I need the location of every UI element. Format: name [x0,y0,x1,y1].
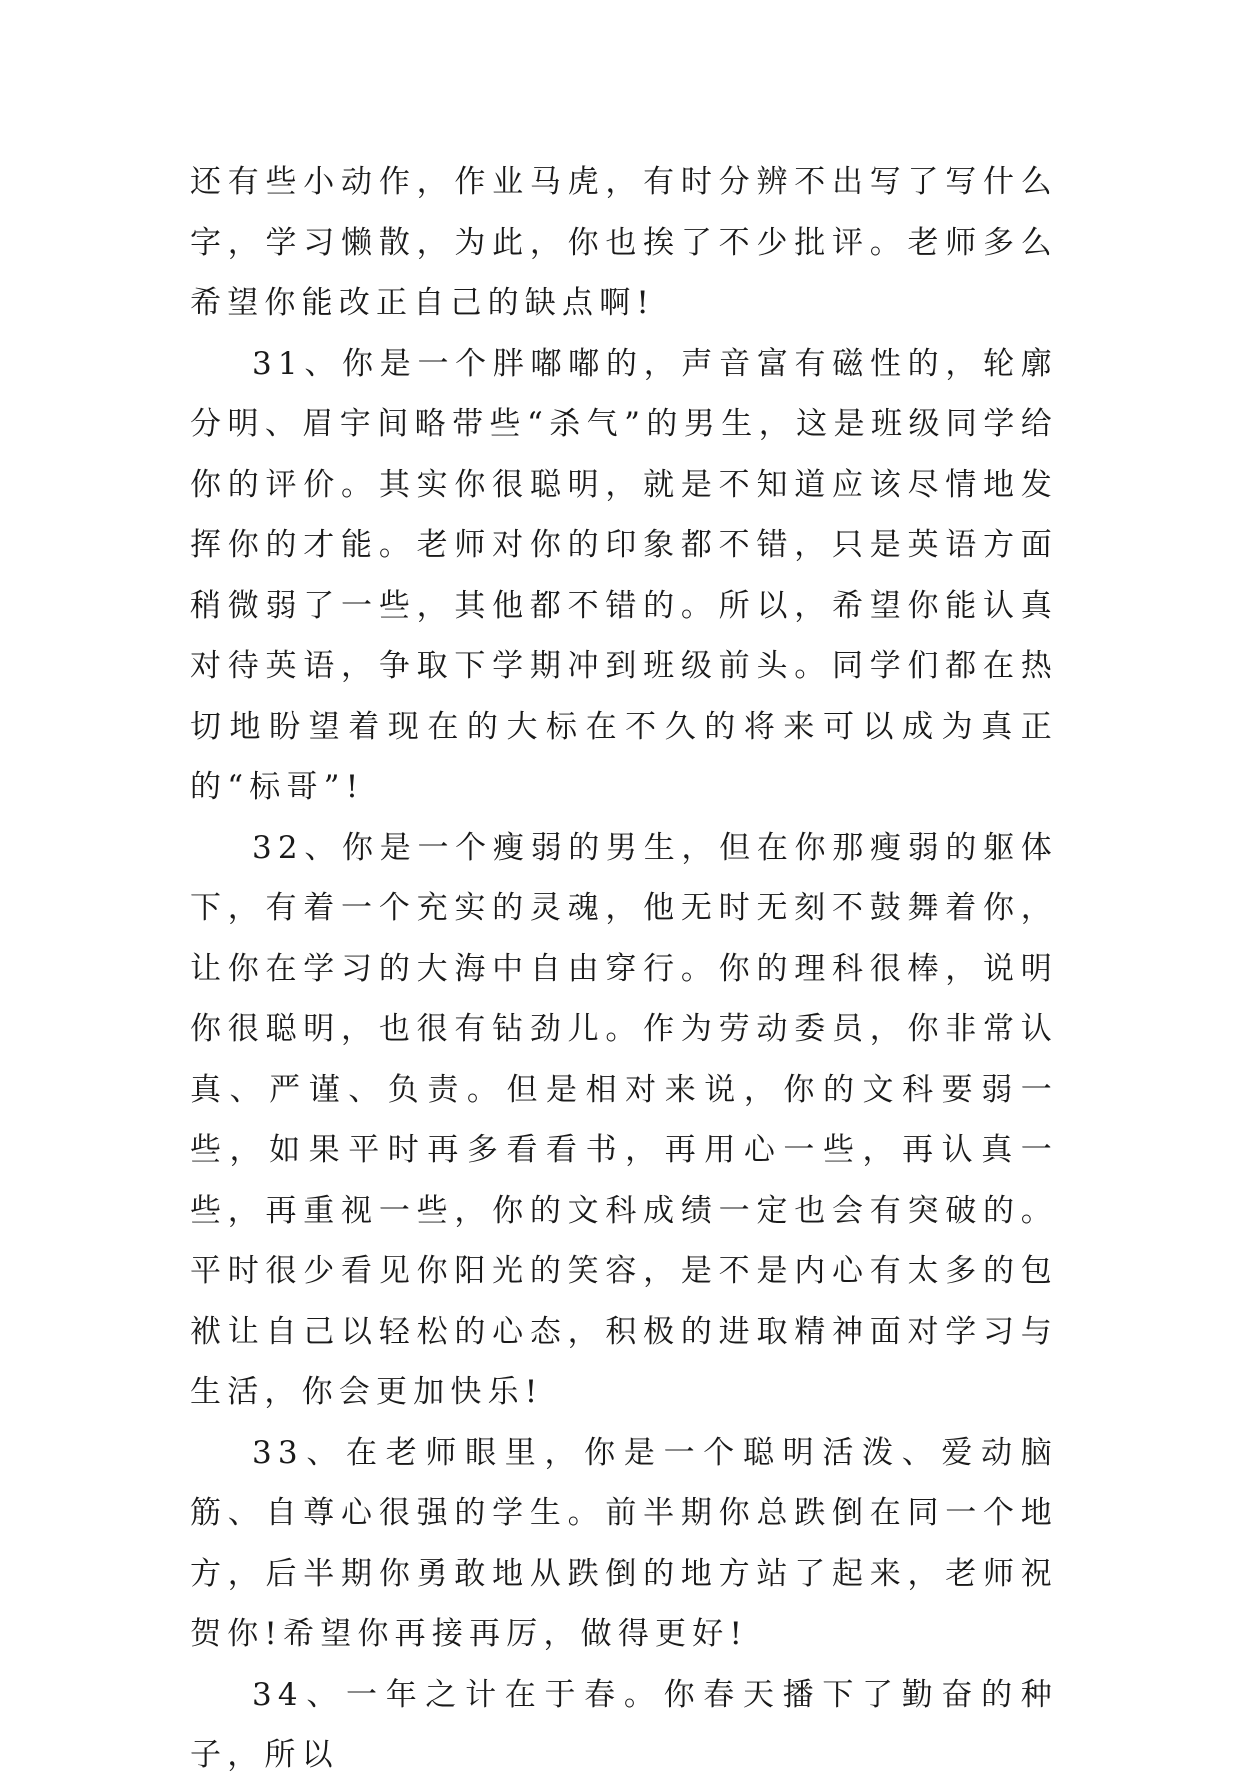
paragraph-comment-33: 33、在老师眼里，你是一个聪明活泼、爱动脑筋、自尊心很强的学生。前半期你总跌倒在同一个地方，后半期你勇敢地从跌倒的地方站了起来，老师祝贺你!希望你再接再厉，做得更好! [190,1434,1058,1652]
paragraph-comment-34: 34、一年之计在于春。你春天播下了勤奋的种子，所以 [190,1676,1058,1773]
paragraph-comment-32: 32、你是一个瘦弱的男生，但在你那瘦弱的躯体下，有着一个充实的灵魂，他无时无刻不鼓舞着你，让你在学习的大海中自由穿行。你的理科很棒，说明你很聪明，也很有钻劲儿。作为劳动委员，你非常认真、严谨、负责。但是相对来说，你的文科要弱一些，如果平时再多看看书，再用心一些，再认真一些，再重视一些，你的文科成绩一定也会有突破的。平时很少看见你阳光的笑容，是不是内心有太多的包袱让自己以轻松的心态，积极的进取精神面对学习与生活，你会更加快乐! [190,829,1058,1410]
paragraph-comment-31: 31、你是一个胖嘟嘟的，声音富有磁性的，轮廓分明、眉宇间略带些“杀气”的男生，这是班级同学给你的评价。其实你很聪明，就是不知道应该尽情地发挥你的才能。老师对你的印象都不错，只是英语方面稍微弱了一些，其他都不错的。所以，希望你能认真对待英语，争取下学期冲到班级前头。同学们都在热切地盼望着现在的大标在不久的将来可以成为真正的“标哥”! [190,345,1058,805]
paragraph-continuation: 还有些小动作，作业马虎，有时分辨不出写了写什么字，学习懒散，为此，你也挨了不少批评。老师多么希望你能改正自己的缺点啊! [190,164,1058,321]
document-page [190,152,1058,1786]
